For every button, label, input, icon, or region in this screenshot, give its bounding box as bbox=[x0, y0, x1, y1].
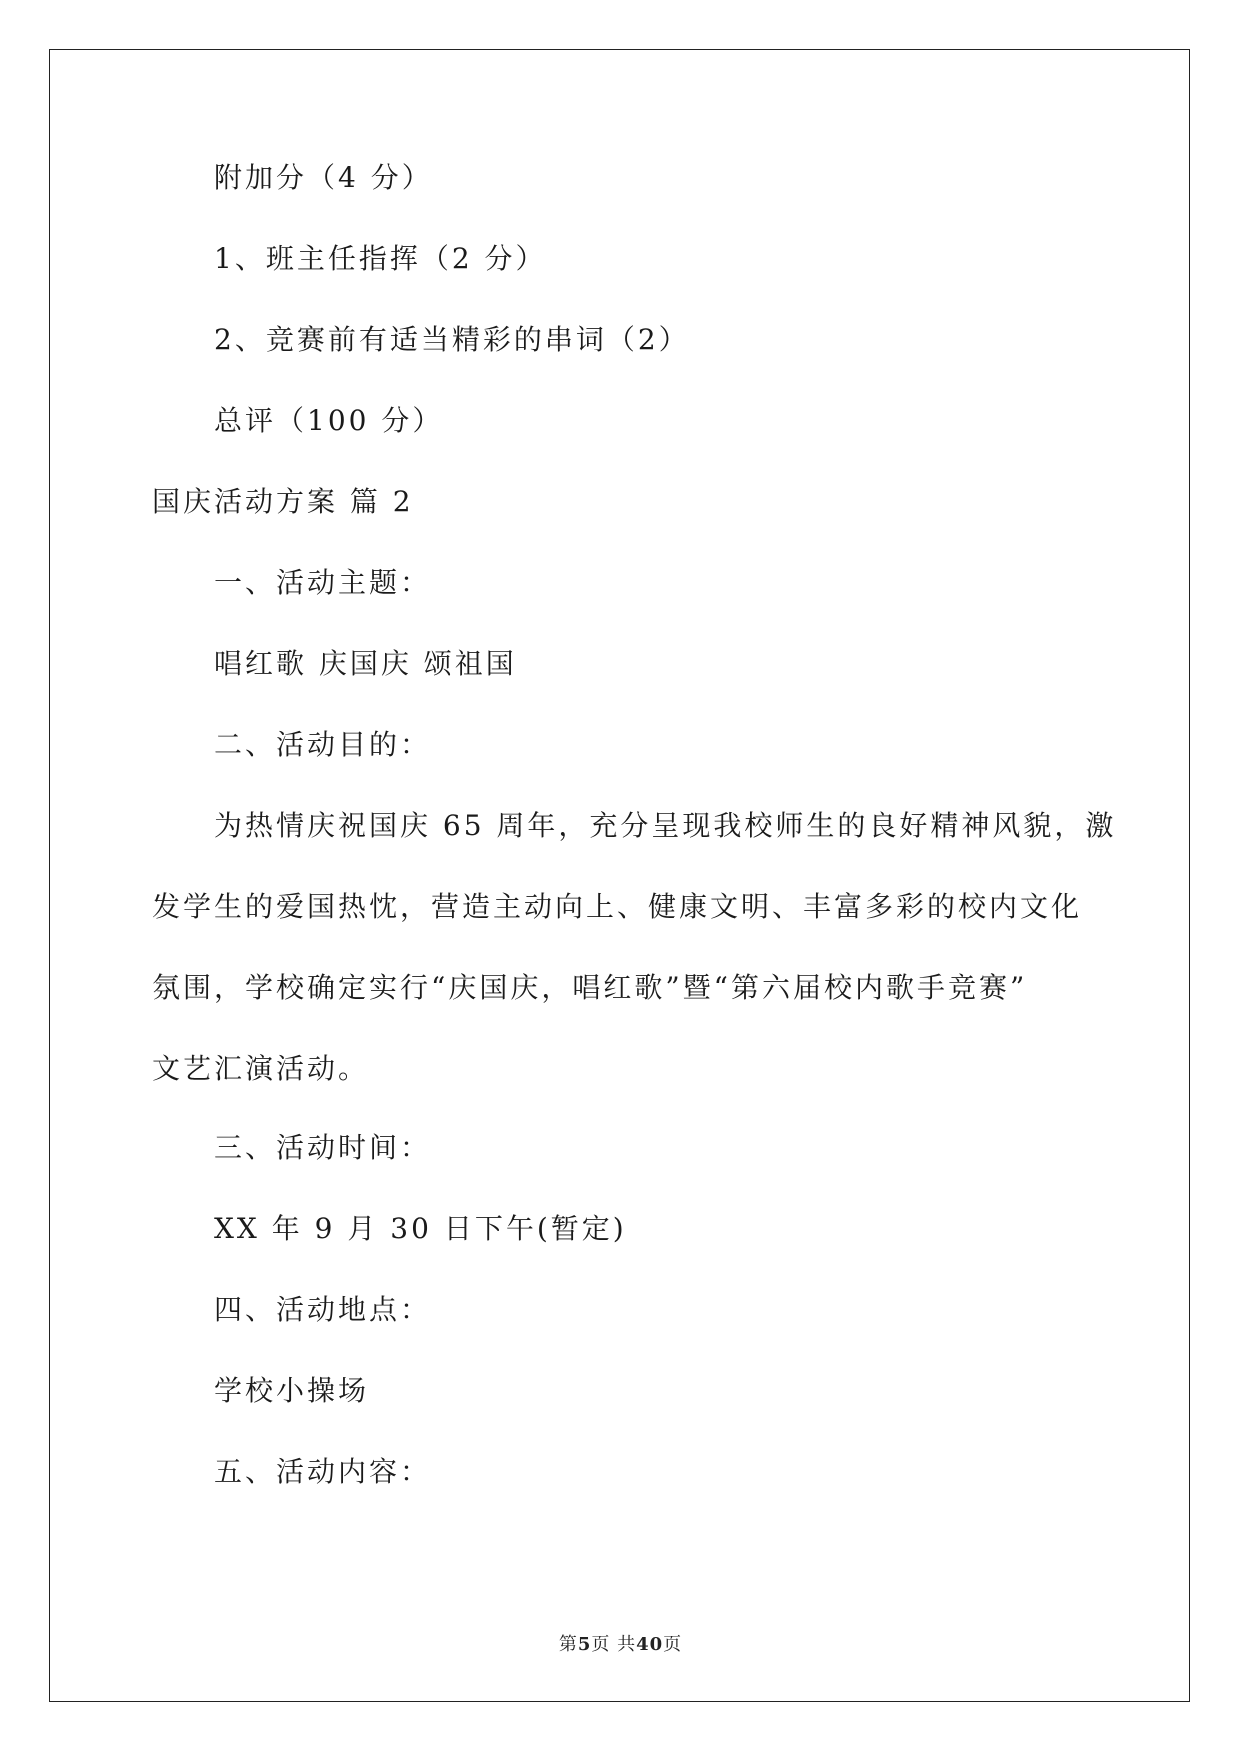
text-line: 附加分（4 分） bbox=[214, 161, 433, 194]
page-footer bbox=[0, 1630, 1241, 1656]
footer-prefix: 第 bbox=[558, 1634, 578, 1655]
subsection-title: 三、活动时间： bbox=[214, 1131, 432, 1164]
total-pages: 40 bbox=[636, 1634, 664, 1655]
section-heading: 国庆活动方案 篇 2 bbox=[152, 485, 414, 518]
text-line: 1、班主任指挥（2 分） bbox=[214, 242, 547, 275]
text-line: 2、竞赛前有适当精彩的串词（2） bbox=[214, 323, 690, 356]
footer-suffix: 页 bbox=[663, 1634, 683, 1655]
paragraph-line: 文艺汇演活动。 bbox=[152, 1052, 370, 1085]
subsection-title: 一、活动主题： bbox=[214, 566, 432, 599]
subsection-title: 四、活动地点： bbox=[214, 1293, 432, 1326]
document-body bbox=[152, 160, 1117, 1535]
paragraph bbox=[152, 808, 1117, 1130]
text-line: 学校小操场 bbox=[214, 1374, 370, 1407]
footer-mid: 页 共 bbox=[591, 1634, 637, 1655]
subsection-title: 五、活动内容： bbox=[214, 1455, 432, 1488]
text-line: 总评（100 分） bbox=[214, 404, 444, 437]
paragraph-line: 氛围，学校确定实行“庆国庆，唱红歌”暨“第六届校内歌手竞赛” bbox=[152, 971, 1028, 1004]
text-line: 唱红歌 庆国庆 颂祖国 bbox=[214, 647, 517, 680]
paragraph-line: 发学生的爱国热忱，营造主动向上、健康文明、丰富多彩的校内文化 bbox=[152, 890, 1083, 923]
page-number: 5 bbox=[577, 1634, 592, 1655]
paragraph-line: 为热情庆祝国庆 65 周年，充分呈现我校师生的良好精神风貌，激 bbox=[214, 809, 1117, 842]
text-line: XX 年 9 月 30 日下午(暂定) bbox=[214, 1212, 627, 1245]
subsection-title: 二、活动目的： bbox=[214, 728, 432, 761]
